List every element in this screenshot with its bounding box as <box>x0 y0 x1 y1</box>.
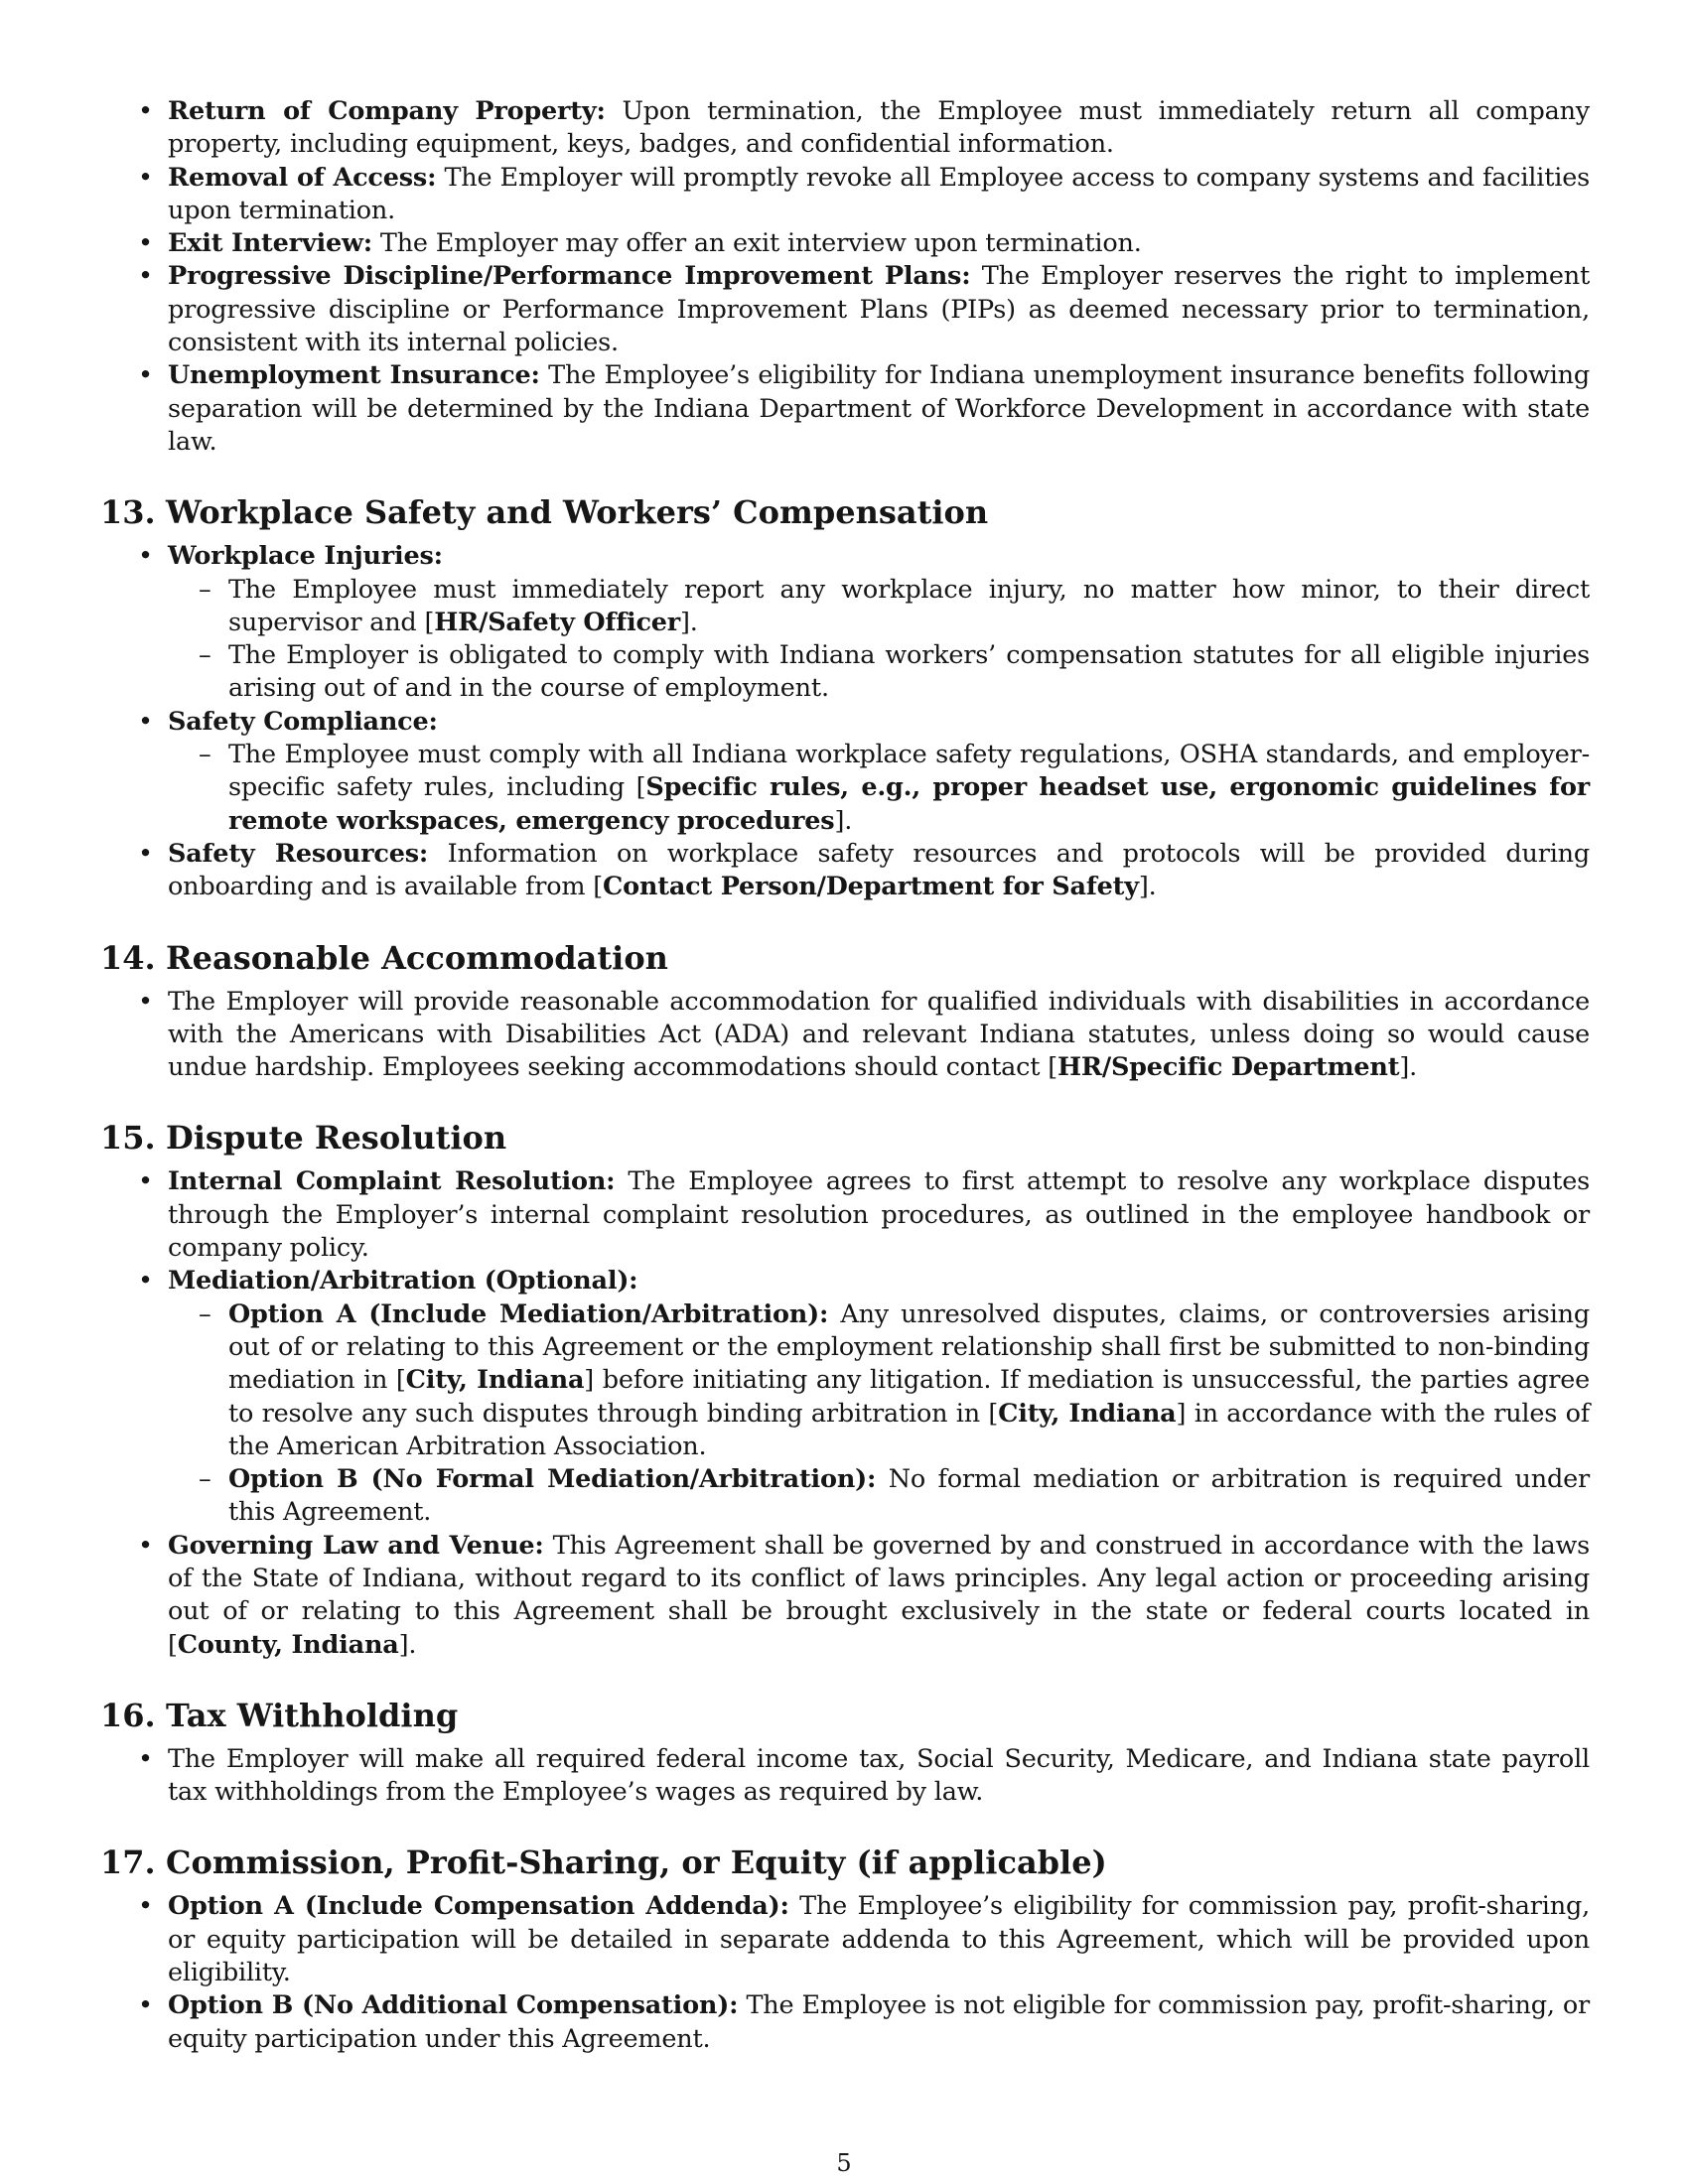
list-item: • Progressive Discipline/Performance Improvement Plans: The Employer reserves the right to implement progressive discipline or Performance Improvement Plans (PIPs) as deemed necessary prior to termination, consistent with its internal policies. <box>100 260 1590 359</box>
sub-list-item: – Option B (No Formal Mediation/Arbitration): No formal mediation or arbitration is required under this Agreement. <box>168 1463 1590 1530</box>
section-13-list <box>100 540 1590 903</box>
sub-list <box>168 739 1590 838</box>
list-item: • Option B (No Additional Compensation): The Employee is not eligible for commission pay, profit-sharing, or equity participation under this Agreement. <box>100 1989 1590 2056</box>
termination-list <box>100 95 1590 459</box>
list-item: • Governing Law and Venue: This Agreement shall be governed by and construed in accordance with the laws of the State of Indiana, without regard to its conflict of laws principles. Any legal action or proceeding arising out of or relating to this Agreement shall be brought exclusively in the state or federal courts located in [County, Indiana]. <box>100 1530 1590 1662</box>
sub-list <box>168 574 1590 706</box>
list-item: • Workplace Injuries: – The Employee must immediately report any workplace injury, no matter how minor, to their direct supervisor and [HR/Safety Officer]. – The Employer is obligated to comply with Indiana workers’ compensation statutes for all eligible injuries arising out of and in the course of employment. <box>100 540 1590 705</box>
list-item: • Exit Interview: The Employer may offer an exit interview upon termination. <box>100 227 1590 260</box>
page-content <box>100 95 1590 2056</box>
list-item: • Unemployment Insurance: The Employee’s eligibility for Indiana unemployment insurance benefits following separation will be determined by the Indiana Department of Workforce Development in accordance with state law. <box>100 359 1590 459</box>
sub-list <box>168 1298 1590 1530</box>
section-14-list <box>100 986 1590 1085</box>
list-item: • Return of Company Property: Upon termination, the Employee must immediately return all company property, including equipment, keys, badges, and confidential information. <box>100 95 1590 162</box>
list-item: • Mediation/Arbitration (Optional): – Option A (Include Mediation/Arbitration): Any unresolved disputes, claims, or controversies arising out of or relating to this Agreement or the employment relationship shall first be submitted to non-binding mediation in [City, Indiana] before initiating any litigation. If mediation is unsuccessful, the parties agree to resolve any such disputes through binding arbitration in [City, Indiana] in accordance with the rules of the American Arbitration Association. – Option B (No Formal Mediation/Arbitration): No formal mediation or arbitration is required under this Agreement. <box>100 1265 1590 1529</box>
section-15-heading: 15. Dispute Resolution <box>100 1119 507 1158</box>
sub-list-item: – The Employee must comply with all Indiana workplace safety regulations, OSHA standards, and employer-specific safety rules, including [Specific rules, e.g., proper headset use, ergonomic guidelines for remote workspaces, emergency procedures]. <box>168 739 1590 838</box>
section-17-list <box>100 1890 1590 2055</box>
section-14-heading: 14. Reasonable Accommodation <box>100 938 668 977</box>
section-16-list <box>100 1743 1590 1810</box>
sub-list-item: – The Employer is obligated to comply with Indiana workers’ compensation statutes for all eligible injuries arising out of and in the course of employment. <box>168 639 1590 706</box>
list-item: • Option A (Include Compensation Addenda): The Employee’s eligibility for commission pay, profit-sharing, or equity participation will be detailed in separate addenda to this Agreement, which will be provided upon eligibility. <box>100 1890 1590 1989</box>
section-16-heading: 16. Tax Withholding <box>100 1696 459 1734</box>
section-17-heading: 17. Commission, Profit-Sharing, or Equity (if applicable) <box>100 1843 1107 1882</box>
sub-list-item: – The Employee must immediately report any workplace injury, no matter how minor, to their direct supervisor and [HR/Safety Officer]. <box>168 574 1590 640</box>
list-item: • The Employer will provide reasonable accommodation for qualified individuals with disabilities in accordance with the Americans with Disabilities Act (ADA) and relevant Indiana statutes, unless doing so would cause undue hardship. Employees seeking accommodations should contact [HR/Specific Department]. <box>100 986 1590 1085</box>
list-item: • Safety Resources: Information on workplace safety resources and protocols will be provided during onboarding and is available from [Contact Person/Department for Safety]. <box>100 838 1590 904</box>
list-item: • Safety Compliance: – The Employee must comply with all Indiana workplace safety regulations, OSHA standards, and employer-specific safety rules, including [Specific rules, e.g., proper headset use, ergonomic guidelines for remote workspaces, emergency procedures]. <box>100 706 1590 838</box>
section-13-heading: 13. Workplace Safety and Workers’ Compensation <box>100 493 989 532</box>
sub-list-item: – Option A (Include Mediation/Arbitration): Any unresolved disputes, claims, or controversies arising out of or relating to this Agreement or the employment relationship shall first be submitted to non-binding mediation in [City, Indiana] before initiating any litigation. If mediation is unsuccessful, the parties agree to resolve any such disputes through binding arbitration in [City, Indiana] in accordance with the rules of the American Arbitration Association. <box>168 1298 1590 1463</box>
list-item: • The Employer will make all required federal income tax, Social Security, Medicare, and Indiana state payroll tax withholdings from the Employee’s wages as required by law. <box>100 1743 1590 1810</box>
list-item: • Internal Complaint Resolution: The Employee agrees to first attempt to resolve any workplace disputes through the Employer’s internal complaint resolution procedures, as outlined in the employee handbook or company policy. <box>100 1165 1590 1265</box>
page-number: 5 <box>836 2149 852 2177</box>
list-item: • Removal of Access: The Employer will promptly revoke all Employee access to company systems and facilities upon termination. <box>100 162 1590 228</box>
section-15-list <box>100 1165 1590 1661</box>
